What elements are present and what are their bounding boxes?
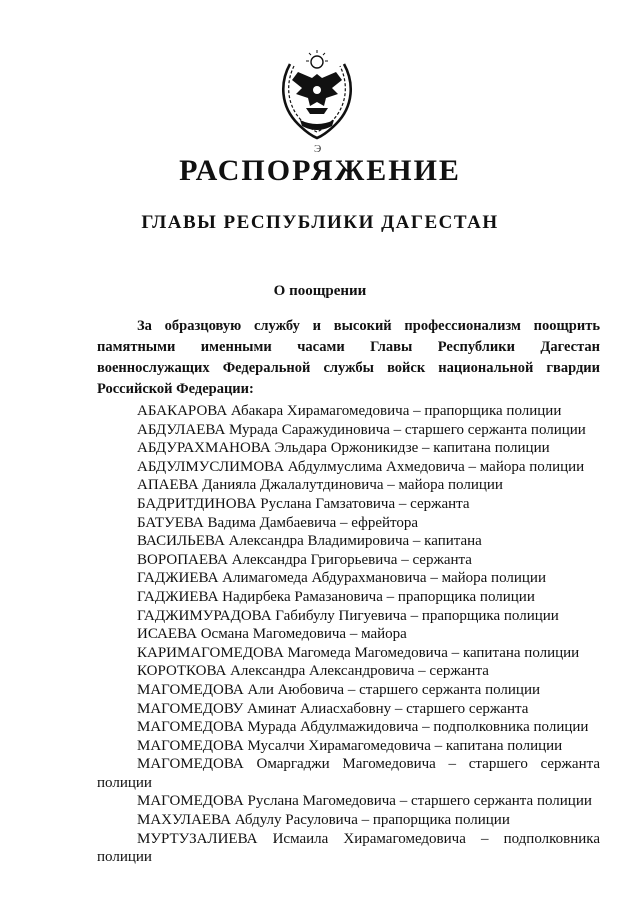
list-item: АБДУЛАЕВА Мурада Саражудиновича – старшего сержанта полиции [137, 421, 586, 438]
list-item: ГАДЖИМУРАДОВА Габибулу Пигуевича – прапорщика полиции [137, 607, 559, 624]
list-item: ИСАЕВА Османа Магомедовича – майора [137, 626, 407, 643]
list-item: ВАСИЛЬЕВА Александра Владимировича – капитана [137, 533, 482, 550]
list-item: ВОРОПАЕВА Александра Григорьевича – сержанта [137, 551, 472, 568]
list-item: МУРТУЗАЛИЕВА Исмаила Хирамагомедовича – подполковника полиции [97, 830, 600, 866]
list-item: МАГОМЕДОВА Омаргаджи Магомедовича – старшего сержанта полиции [97, 756, 600, 791]
list-item: МАГОМЕДОВА Руслана Магомедовича – старшего сержанта полиции [137, 793, 592, 810]
awardee-list [97, 402, 600, 867]
document-subject: О поощрении [273, 283, 367, 299]
list-item: МАГОМЕДОВА Мурада Абдулмажидовича – подполковника полиции [137, 719, 589, 736]
list-item: АБДУРАХМАНОВА Эльдара Оржоникидзе – капитана полиции [137, 440, 550, 457]
list-item: КОРОТКОВА Александра Александровича – сержанта [137, 663, 489, 680]
list-item: МАХУЛАЕВА Абдулу Расуловича – прапорщика полиции [137, 812, 510, 829]
list-item: АПАЕВА Данияла Джалалутдиновича – майора полиции [137, 477, 503, 494]
handwritten-mark: Э [314, 143, 322, 155]
document-subtitle: ГЛАВЫ РЕСПУБЛИКИ ДАГЕСТАН [141, 212, 499, 233]
list-item: АБАКАРОВА Абакара Хирамагомедовича – прапорщика полиции [137, 403, 562, 419]
intro-paragraph: За образцовую службу и высокий профессионализм поощрить памятными именными часами Главы Республики Дагестан военнослужащих Федеральной службы войск национальной гвардии Российской Федерации: [97, 318, 600, 397]
list-item: БАТУЕВА Вадима Дамбаевича – ефрейтора [137, 514, 419, 531]
list-item: МАГОМЕДОВУ Аминат Алиасхабовну – старшего сержанта [137, 700, 529, 717]
document-title: РАСПОРЯЖЕНИЕ [179, 154, 461, 187]
list-item: ГАДЖИЕВА Алимагомеда Абдурахмановича – майора полиции [137, 570, 546, 587]
coat-of-arms-emblem [276, 44, 358, 140]
list-item: МАГОМЕДОВА Али Аюбовича – старшего сержанта полиции [137, 681, 540, 698]
list-item: БАДРИТДИНОВА Руслана Гамзатовича – сержанта [137, 495, 470, 512]
list-item: КАРИМАГОМЕДОВА Магомеда Магомедовича – капитана полиции [137, 644, 580, 661]
list-item: АБДУЛМУСЛИМОВА Абдулмуслима Ахмедовича – майора полиции [137, 458, 585, 475]
list-item: МАГОМЕДОВА Мусалчи Хирамагомедовича – капитана полиции [137, 737, 563, 754]
list-item: ГАДЖИЕВА Надирбека Рамазановича – прапорщика полиции [137, 588, 535, 605]
